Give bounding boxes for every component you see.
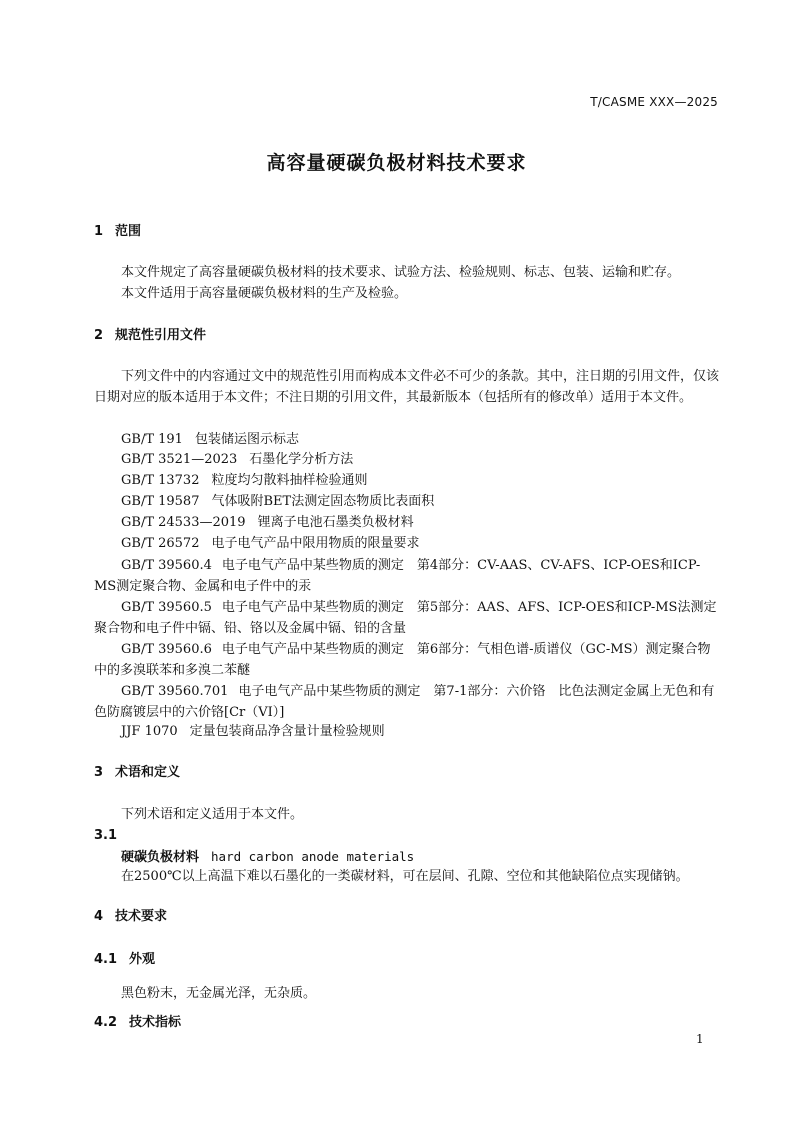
- section-title: 术语和定义: [115, 765, 181, 780]
- term-chinese: 硬碳负极材料: [121, 850, 200, 865]
- section-number: 2: [94, 328, 104, 343]
- page-number: 1: [696, 1032, 704, 1046]
- section-title: 规范性引用文件: [115, 328, 207, 343]
- section-number: 3: [94, 765, 104, 780]
- subsection-4-2-heading: [94, 1013, 181, 1032]
- reference-item: [94, 597, 720, 639]
- reference-title: 电子电气产品中某些物质的测定 第7-1部分：六价铬 比色法测定金属上无色和有色防腐镀层中的六价铬[Cr（VI）]: [94, 684, 715, 720]
- reference-item: [121, 513, 414, 532]
- term-definition: 在2500℃以上高温下难以石墨化的一类碳材料，可在层间、孔隙、空位和其他缺陷位点实现储钠。: [121, 869, 689, 884]
- reference-item: [121, 430, 299, 449]
- term-english: hard carbon anode materials: [211, 849, 415, 864]
- reference-code: GB/T 13732: [121, 473, 200, 488]
- reference-code: GB/T 24533—2019: [121, 515, 246, 530]
- reference-item: [121, 534, 420, 553]
- section-number: 1: [94, 224, 104, 239]
- section-3-heading: [94, 763, 180, 782]
- appearance-text: 黑色粉末，无金属光泽，无杂质。: [121, 986, 317, 1001]
- reference-code: GB/T 39560.4: [121, 558, 212, 573]
- reference-title: 电子电气产品中某些物质的测定 第5部分：AAS、AFS、ICP-OES和ICP-MS法测定聚合物和电子件中镉、铅、铬以及金属中镉、铅的含量: [94, 600, 717, 636]
- reference-code: GB/T 19587: [121, 494, 200, 509]
- reference-item: [121, 450, 353, 469]
- reference-code: GB/T 39560.6: [121, 642, 212, 657]
- reference-title: 粒度均匀散料抽样检验通则: [211, 473, 368, 488]
- scope-paragraph-2: 本文件适用于高容量硬碳负极材料的生产及检验。: [121, 286, 408, 301]
- reference-code: GB/T 3521—2023: [121, 452, 238, 467]
- reference-title: 锂离子电池石墨类负极材料: [257, 515, 414, 530]
- reference-item: [121, 492, 434, 511]
- reference-title: 气体吸附BET法测定固态物质比表面积: [211, 494, 435, 509]
- section-2-heading: [94, 326, 206, 345]
- reference-title: 电子电气产品中某些物质的测定 第6部分：气相色谱-质谱仪（GC-MS）测定聚合物中的多溴联苯和多溴二苯醚: [94, 642, 711, 678]
- term-number: 3.1: [94, 828, 118, 843]
- subsection-title: 技术指标: [129, 1015, 182, 1030]
- reference-item: [94, 681, 720, 723]
- subsection-number: 4.1: [94, 952, 118, 967]
- section-title: 范围: [115, 224, 142, 239]
- term-entry: [121, 847, 414, 867]
- reference-code: GB/T 39560.701: [121, 684, 229, 699]
- reference-code: JJF 1070: [121, 724, 178, 739]
- standard-code: T/CASME XXX—2025: [590, 95, 718, 109]
- terms-intro: 下列术语和定义适用于本文件。: [121, 807, 304, 822]
- reference-item: [121, 471, 368, 490]
- scope-paragraph-1: 本文件规定了高容量硬碳负极材料的技术要求、试验方法、检验规则、标志、包装、运输和贮存。: [121, 265, 681, 280]
- reference-item: [94, 555, 720, 597]
- subsection-4-1-heading: [94, 950, 155, 969]
- reference-title: 定量包装商品净含量计量检验规则: [189, 724, 385, 739]
- section-title: 技术要求: [115, 909, 168, 924]
- reference-title: 包装储运图示标志: [194, 432, 299, 447]
- references-intro: 下列文件中的内容通过文中的规范性引用而构成本文件必不可少的条款。其中，注日期的引用文件，仅该日期对应的版本适用于本文件；不注日期的引用文件，其最新版本（包括所有的修改单）适用于本文件。: [94, 369, 720, 405]
- subsection-number: 4.2: [94, 1015, 118, 1030]
- section-1-heading: [94, 222, 141, 241]
- section-number: 4: [94, 909, 104, 924]
- reference-title: 石墨化学分析方法: [249, 452, 354, 467]
- reference-code: GB/T 39560.5: [121, 600, 212, 615]
- reference-title: 电子电气产品中某些物质的测定 第4部分：CV-AAS、CV-AFS、ICP-OES和ICP-MS测定聚合物、金属和电子件中的汞: [94, 558, 701, 594]
- reference-item: [94, 639, 720, 681]
- subsection-title: 外观: [129, 952, 156, 967]
- reference-title: 电子电气产品中限用物质的限量要求: [211, 536, 420, 551]
- reference-code: GB/T 191: [121, 432, 183, 447]
- reference-item: [121, 722, 385, 741]
- reference-code: GB/T 26572: [121, 536, 200, 551]
- section-4-heading: [94, 907, 167, 926]
- document-title: 高容量硬碳负极材料技术要求: [266, 152, 527, 174]
